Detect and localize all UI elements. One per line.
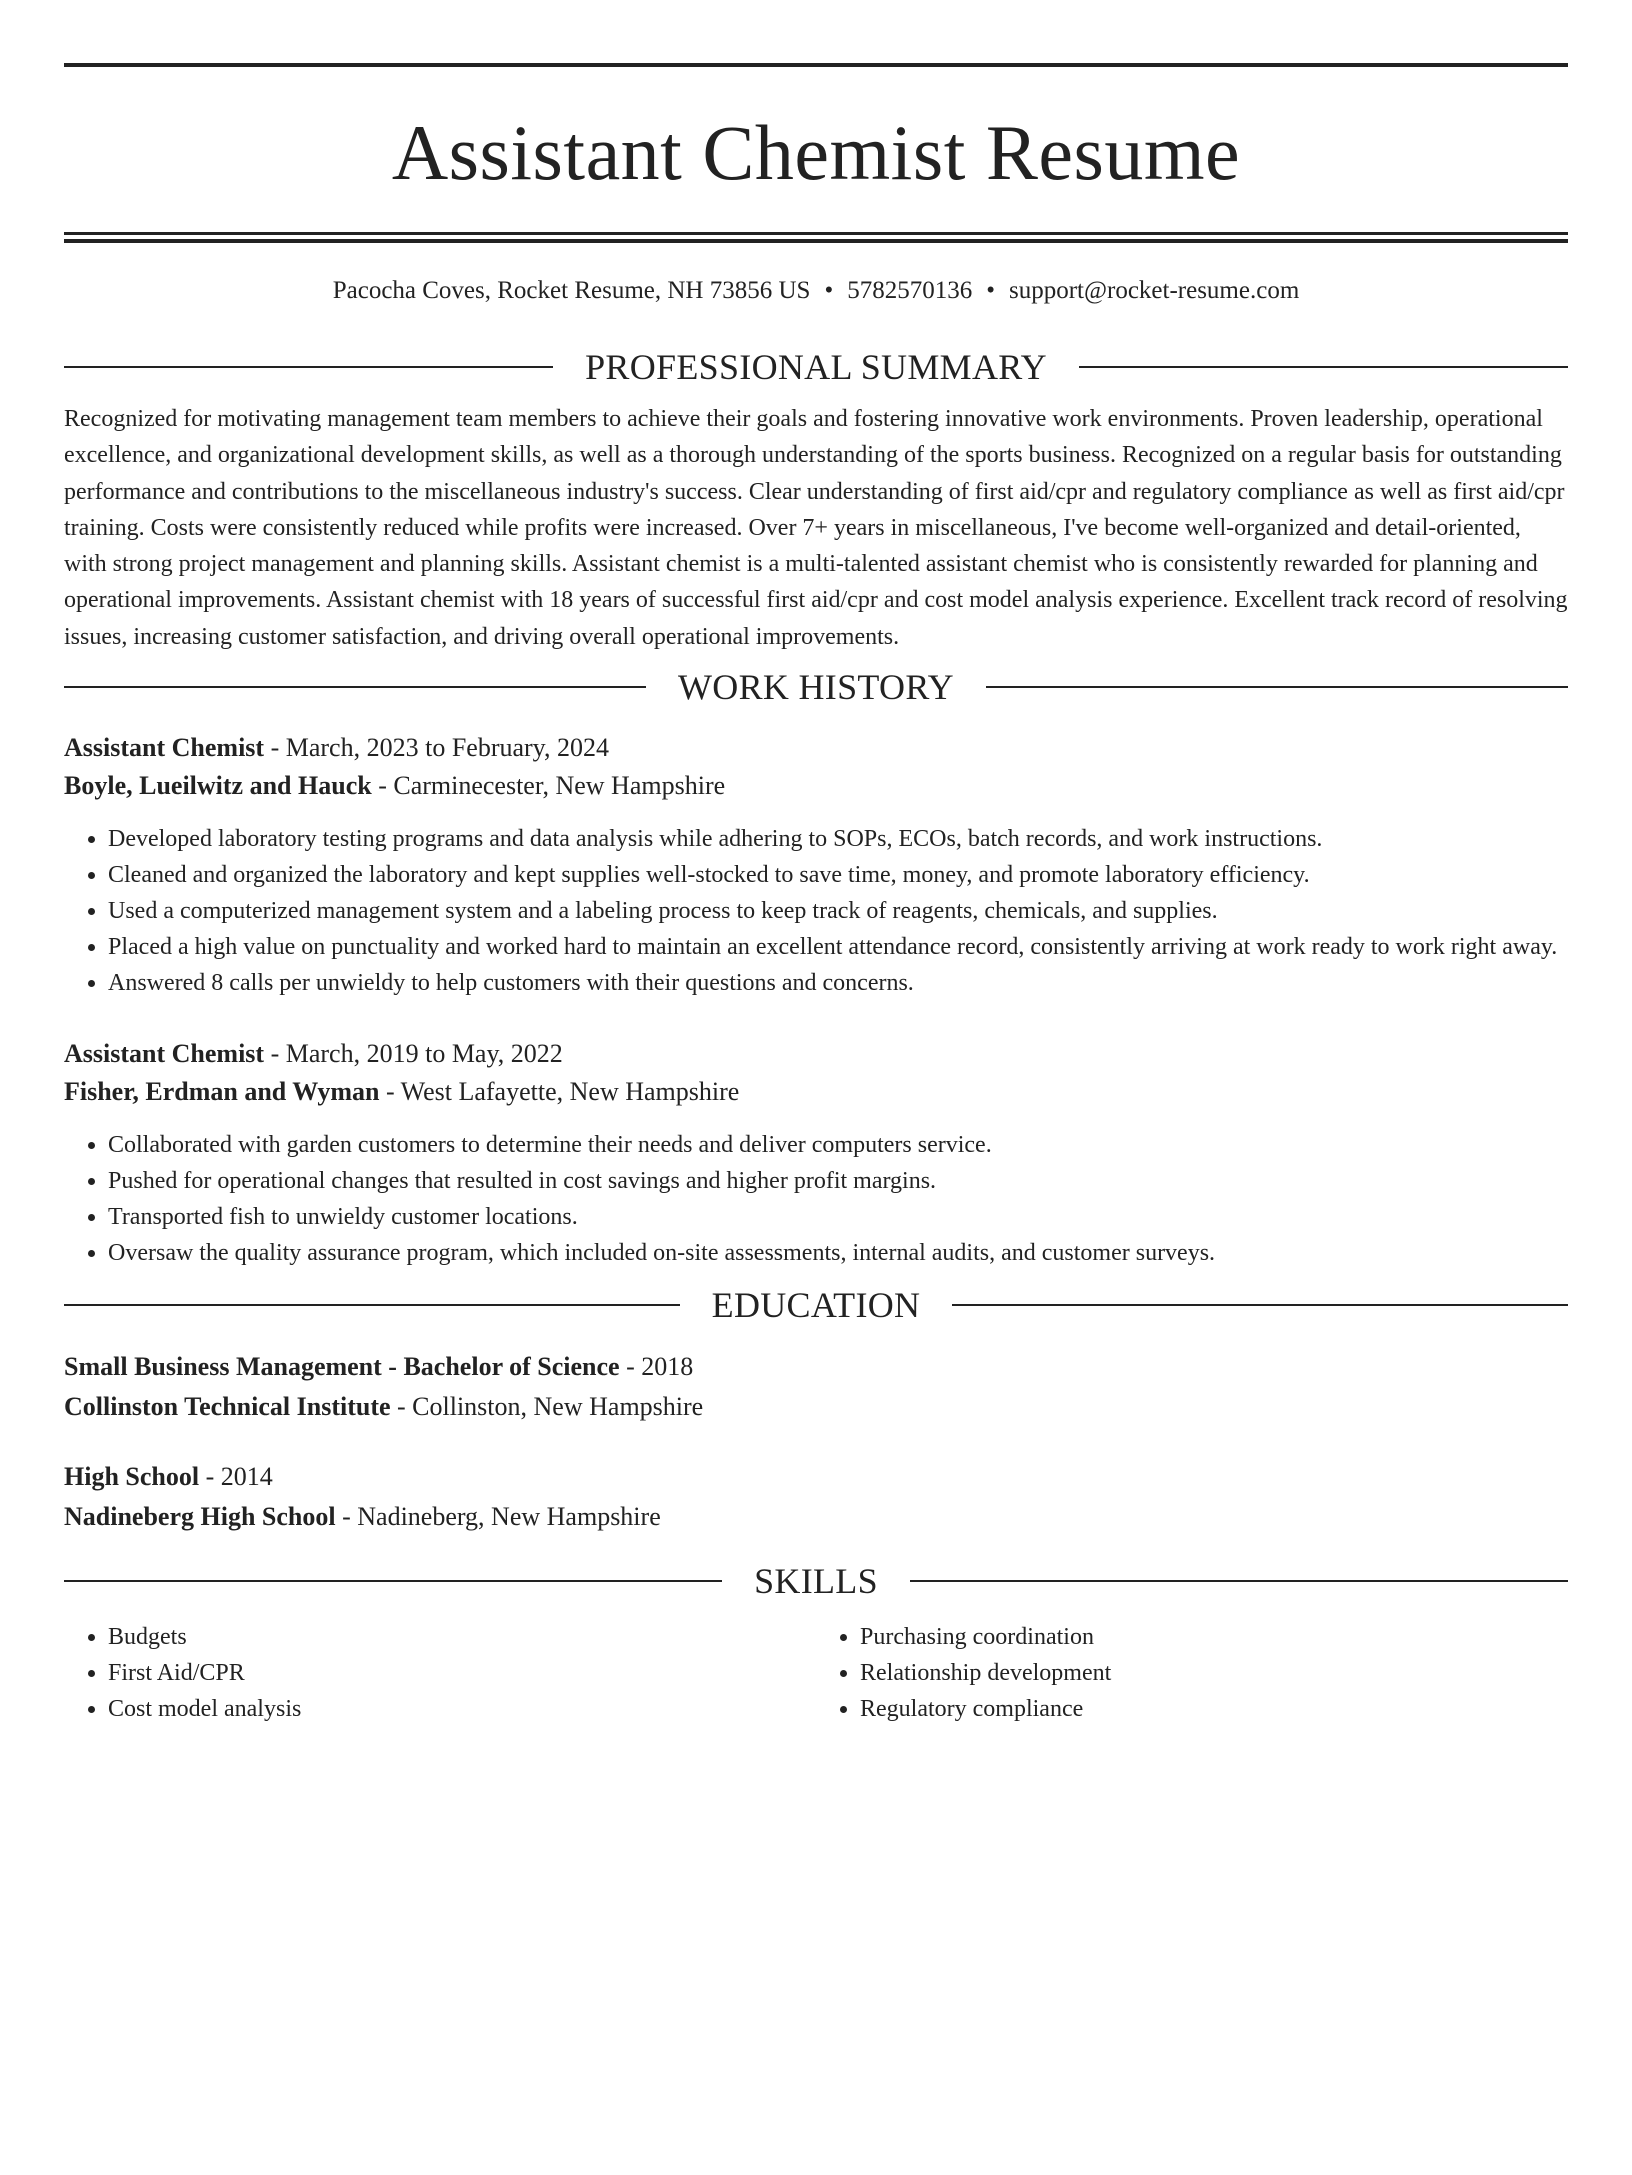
summary-heading: PROFESSIONAL SUMMARY bbox=[585, 347, 1047, 387]
contact-separator: • bbox=[824, 277, 834, 304]
job-entry bbox=[64, 1035, 1568, 1271]
education-year: - 2014 bbox=[199, 1462, 273, 1492]
skills-heading: SKILLS bbox=[754, 1561, 878, 1602]
job-title: Assistant Chemist bbox=[64, 1039, 265, 1069]
job-bullet: • Transported fish to unwieldy customer locations. bbox=[108, 1199, 1568, 1235]
education-school-line bbox=[64, 1497, 1568, 1537]
section-rule bbox=[986, 686, 1568, 688]
job-company-line bbox=[64, 1073, 1568, 1111]
education-location: - Nadineberg, New Hampshire bbox=[335, 1502, 661, 1532]
job-bullet: • Pushed for operational changes that resulted in cost savings and higher profit margins. bbox=[108, 1163, 1568, 1199]
education-entry bbox=[64, 1347, 1568, 1427]
contact-line bbox=[64, 273, 1568, 309]
section-rule bbox=[910, 1580, 1568, 1582]
skill-item: • Budgets bbox=[108, 1619, 816, 1655]
section-rule bbox=[64, 1304, 680, 1306]
education-degree: Small Business Management - Bachelor of Science bbox=[64, 1352, 620, 1382]
skills-list-right bbox=[816, 1619, 1568, 1727]
work-heading: WORK HISTORY bbox=[678, 667, 954, 708]
job-location: - Carminecester, New Hampshire bbox=[371, 771, 726, 801]
education-degree-line bbox=[64, 1457, 1568, 1497]
education-section-header bbox=[64, 1283, 1568, 1327]
education-year: - 2018 bbox=[619, 1352, 694, 1382]
job-bullet: • Placed a high value on punctuality and worked hard to maintain an excellent attendance record, consistently arriving at work ready to work right away. bbox=[108, 929, 1568, 965]
resume-page bbox=[0, 63, 1632, 2175]
education-degree-line bbox=[64, 1347, 1568, 1387]
job-company: Boyle, Lueilwitz and Hauck bbox=[64, 771, 372, 801]
section-rule bbox=[64, 1580, 722, 1582]
skills-columns bbox=[64, 1619, 1568, 1727]
education-heading: EDUCATION bbox=[711, 1285, 921, 1326]
job-company: Fisher, Erdman and Wyman bbox=[64, 1077, 380, 1107]
skills-section-header bbox=[64, 1559, 1568, 1603]
job-title-line bbox=[64, 1035, 1568, 1073]
education-location: - Collinston, New Hampshire bbox=[390, 1392, 704, 1422]
summary-text: Recognized for motivating management team members to achieve their goals and fostering innovative work environments. Proven leadership, operational excellence, and organizational development skills, as well as a thorough understanding of the sports business. Recognized on a regular basis for outstanding performance and contributions to the miscellaneous industry's success. Clear understanding of first aid/cpr and regulatory compliance as well as first aid/cpr training. Costs were consistently reduced while profits were increased. Over 7+ years in miscellaneous, I've become well-organized and detail-oriented, with strong project management and planning skills. Assistant chemist is a multi-talented assistant chemist who is consistently rewarded for planning and operational improvements. Assistant chemist with 18 years of successful first aid/cpr and cost model analysis experience. Excellent track record of resolving issues, increasing customer satisfaction, and driving overall operational improvements. bbox=[64, 406, 1568, 650]
skill-item: • Regulatory compliance bbox=[860, 1691, 1568, 1727]
skill-item: • First Aid/CPR bbox=[108, 1655, 816, 1691]
job-company-line bbox=[64, 767, 1568, 805]
job-bullet: • Used a computerized management system and a labeling process to keep track of reagents, chemicals, and supplies. bbox=[108, 893, 1568, 929]
contact-phone: 5782570136 bbox=[847, 277, 973, 304]
education-school: Nadineberg High School bbox=[64, 1502, 336, 1532]
job-bullet: • Collaborated with garden customers to determine their needs and deliver computers service. bbox=[108, 1127, 1568, 1163]
skill-item: • Cost model analysis bbox=[108, 1691, 816, 1727]
education-school-line bbox=[64, 1387, 1568, 1427]
job-entry bbox=[64, 729, 1568, 1001]
job-bullet: • Answered 8 calls per unwieldy to help customers with their questions and concerns. bbox=[108, 965, 1568, 1001]
skills-list-left bbox=[64, 1619, 816, 1727]
section-rule bbox=[64, 366, 553, 368]
job-title-line bbox=[64, 729, 1568, 767]
resume-title: Assistant Chemist Resume bbox=[391, 109, 1241, 196]
top-rule bbox=[64, 63, 1568, 67]
job-bullet: • Oversaw the quality assurance program, which included on-site assessments, internal audits, and customer surveys. bbox=[108, 1235, 1568, 1271]
skill-item: • Relationship development bbox=[860, 1655, 1568, 1691]
contact-address: Pacocha Coves, Rocket Resume, NH 73856 US bbox=[332, 277, 811, 304]
contact-email: support@rocket-resume.com bbox=[1008, 277, 1300, 304]
job-title: Assistant Chemist bbox=[64, 733, 265, 763]
education-degree: High School bbox=[64, 1462, 200, 1492]
summary-section-header bbox=[64, 345, 1568, 389]
education-entry bbox=[64, 1457, 1568, 1537]
job-bullets bbox=[64, 821, 1568, 1001]
job-bullet: • Developed laboratory testing programs and data analysis while adhering to SOPs, ECOs, batch records, and work instructions. bbox=[108, 821, 1568, 857]
section-rule bbox=[64, 686, 646, 688]
job-dates: - March, 2019 to May, 2022 bbox=[264, 1039, 563, 1069]
job-dates: - March, 2023 to February, 2024 bbox=[264, 733, 609, 763]
section-rule bbox=[1079, 366, 1568, 368]
title-double-rule bbox=[64, 232, 1568, 243]
skill-item: • Purchasing coordination bbox=[860, 1619, 1568, 1655]
work-section-header bbox=[64, 665, 1568, 709]
section-rule bbox=[952, 1304, 1568, 1306]
contact-separator: • bbox=[986, 277, 995, 304]
job-bullets bbox=[64, 1127, 1568, 1271]
job-bullet: • Cleaned and organized the laboratory and kept supplies well-stocked to save time, money, and promote laboratory efficiency. bbox=[108, 857, 1568, 893]
job-location: - West Lafayette, New Hampshire bbox=[379, 1077, 740, 1107]
education-school: Collinston Technical Institute bbox=[64, 1392, 391, 1422]
